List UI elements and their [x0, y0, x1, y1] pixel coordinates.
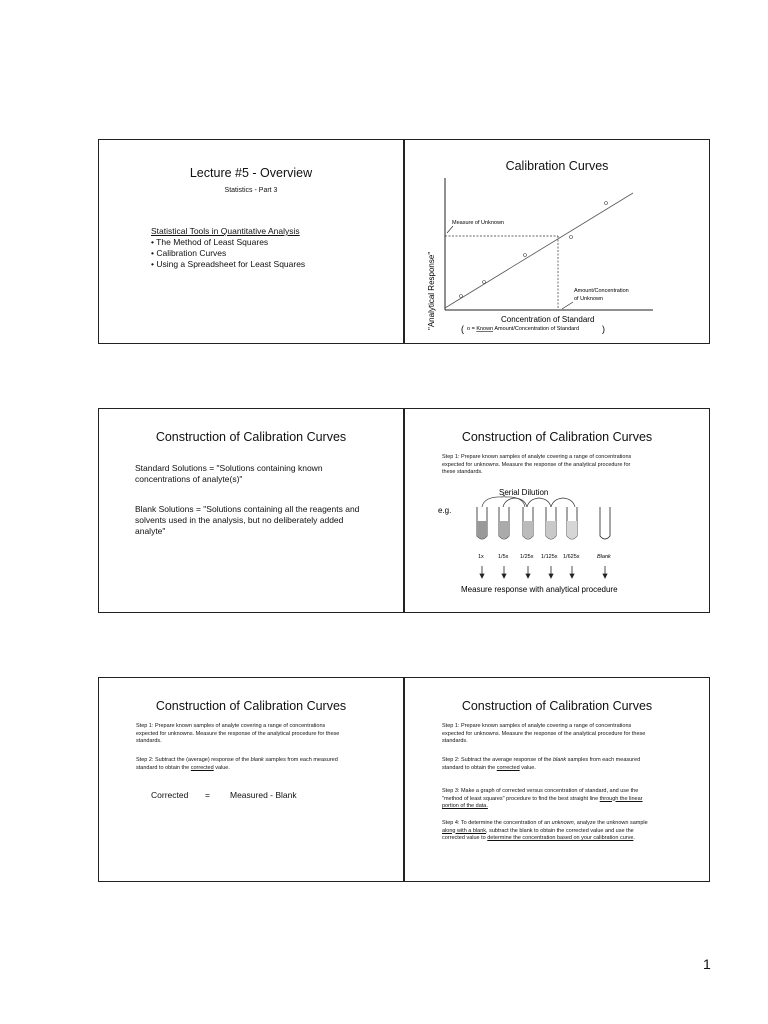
tube-label: 1/625x: [563, 554, 580, 560]
slide-serial-dilution: [404, 408, 710, 613]
step1-text: Step 1: Prepare known samples of analyte covering a range of concentrations expected for unknowns. Measure the response of the analytical procedure for these standards.: [136, 723, 340, 744]
tube-label: 1/125x: [541, 554, 558, 560]
step4-text: Step 4: To determine the concentration of an unknown, analyze the unknown sample along with a blank, subtract the blank to obtain the corrected value and use the corrected value to determine the concentration based on your calibration curve.: [442, 820, 648, 841]
test-tube-blank: [600, 507, 610, 539]
measure-of-unknown-label: Measure of Unknown: [452, 220, 504, 226]
eg-label: e.g.: [438, 506, 452, 515]
slide-calibration-curves: [404, 139, 710, 344]
slide-title: Construction of Calibration Curves: [155, 430, 347, 444]
slide-title: Construction of Calibration Curves: [461, 430, 653, 444]
x-axis-label: Concentration of Standard: [501, 315, 595, 324]
data-point: [524, 254, 527, 257]
data-point: [483, 281, 486, 284]
amount-label-line2: of Unknown: [574, 296, 604, 302]
test-tube-1-5x: [499, 507, 509, 539]
blank-solutions-definition: Blank Solutions = "Solutions containing all the reagents and solvents used in the analysis, but no deliberately added analyte": [135, 504, 360, 536]
serial-dilution-diagram: [405, 409, 711, 614]
step1-text: Step 1: Prepare known samples of analyte covering a range of concentrations expected for unknowns. Measure the response of the analytical procedure for these standards.: [442, 723, 646, 744]
bullet-item: • The Method of Least Squares: [151, 237, 269, 247]
test-tube-1-125x: [546, 507, 556, 539]
step2-text: Step 2: Subtract the (average) response of the blank samples from each measured standard to obtain the corrected value.: [136, 757, 338, 771]
slide-lecture-overview: [98, 139, 404, 344]
standard-solutions-definition: Standard Solutions = "Solutions containing known concentrations of analyte(s)": [135, 463, 323, 484]
legend-text: o = Known Amount/Concentration of Standard: [467, 326, 580, 332]
slide-calibration-steps: [404, 677, 710, 882]
slide-title: Construction of Calibration Curves: [155, 699, 347, 713]
tube-label: 1x: [478, 554, 484, 560]
calibration-graph: [405, 140, 711, 345]
test-tube-1x: [477, 507, 487, 539]
dilution-arc: [551, 498, 575, 507]
measure-arrow: [447, 226, 453, 233]
data-point: [570, 236, 573, 239]
step2-text: Step 2: Subtract the average response of the blank samples from each measured standard to obtain the corrected value.: [442, 757, 641, 771]
amount-arrow: [562, 302, 573, 309]
data-point: [605, 202, 608, 205]
bullet-item: • Using a Spreadsheet for Least Squares: [151, 259, 306, 269]
measure-response-label: Measure response with analytical procedure: [461, 585, 618, 594]
correction-equation-right: Measured - Blank: [230, 790, 297, 800]
test-tube-1-25x: [523, 507, 533, 539]
slide-title: Calibration Curves: [505, 159, 609, 173]
tube-label: 1/25x: [520, 554, 534, 560]
down-arrow-icon: [480, 566, 607, 578]
tube-label: 1/5x: [498, 554, 509, 560]
slide-subtitle: Statistics - Part 3: [224, 187, 278, 194]
blank-tube-label: Blank: [597, 554, 611, 560]
dilution-arc: [527, 498, 551, 507]
serial-dilution-label: Serial Dilution: [499, 488, 549, 497]
slide-construction-definitions: [98, 408, 404, 613]
bullet-item: • Calibration Curves: [151, 248, 227, 258]
correction-equation-left: Corrected: [151, 790, 189, 800]
slide-blank-correction: [98, 677, 404, 882]
step1-text: Step 1: Prepare known samples of analyte covering a range of concentrations expected for unknowns. Measure the response of the analytical procedure for these standards.: [442, 454, 632, 475]
data-point: [460, 295, 463, 298]
test-tube-1-625x: [567, 507, 577, 539]
slide-title: Construction of Calibration Curves: [461, 699, 653, 713]
slide-title: Lecture #5 - Overview: [189, 166, 313, 180]
correction-equation-equals: =: [205, 790, 210, 800]
step3-text: Step 3: Make a graph of corrected versus concentration of standard, and use the "method of least squares" procedure to find the best straight line through the linear portion of the data.: [442, 788, 643, 809]
amount-label-line1: Amount/Concentration: [574, 288, 629, 294]
legend-right-paren: ): [602, 324, 605, 334]
page-number: 1: [703, 956, 711, 972]
y-axis-label: "Analytical Response": [427, 251, 436, 330]
overview-heading: Statistical Tools in Quantitative Analysis: [151, 226, 300, 236]
legend-left-paren: (: [461, 324, 464, 334]
